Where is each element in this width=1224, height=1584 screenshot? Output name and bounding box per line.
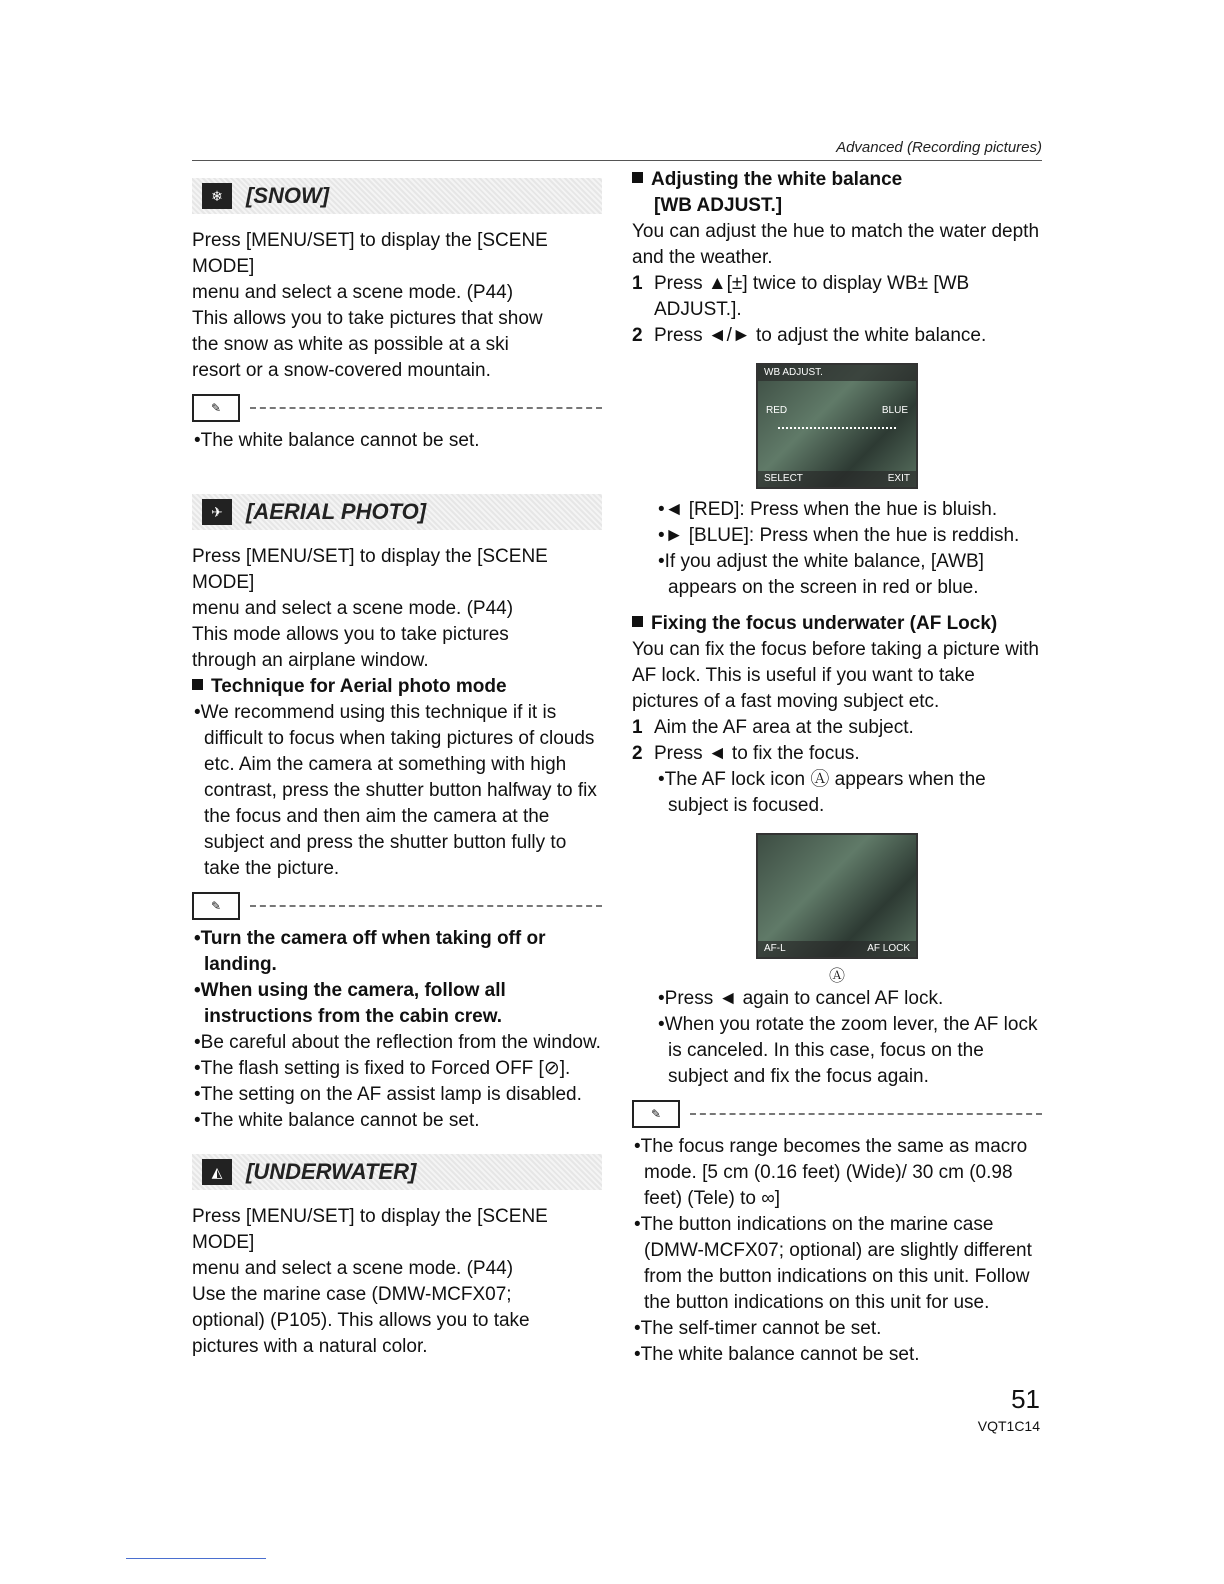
snow-line: resort or a snow-covered mountain.	[192, 360, 491, 381]
aerial-note: •The flash setting is fixed to Forced OFF [⊘].	[194, 1058, 571, 1079]
underwater-line: pictures with a natural color.	[192, 1336, 428, 1357]
snow-line: menu and select a scene mode. (P44)	[192, 282, 514, 303]
underwater-line: Press [MENU/SET] to display the [SCENE MODE]	[192, 1206, 548, 1253]
af-step: 2 Press ◄ to fix the focus.	[632, 743, 860, 764]
af-heading: Fixing the focus underwater (AF Lock)	[632, 611, 1042, 637]
airplane-mode-icon: ✈	[202, 499, 232, 525]
technique-heading: Technique for Aerial photo mode	[192, 674, 602, 700]
wb-bullet: •► [BLUE]: Press when the hue is reddish.	[658, 525, 1020, 546]
wb-step: 1 Press ▲[±] twice to display WB± [WB ADJUST.].	[632, 273, 970, 320]
af-bullet: •When you rotate the zoom lever, the AF lock is canceled. In this case, focus on the subject and fix the focus again.	[658, 1014, 1038, 1087]
wb-screen-title: WB ADJUST.	[758, 365, 916, 381]
af-callout: Ⓐ	[828, 968, 845, 985]
af-step: 1 Aim the AF area at the subject.	[632, 717, 914, 738]
fish-mode-icon: ◭	[202, 1159, 232, 1185]
af-note: •The focus range becomes the same as macro mode. [5 cm (0.16 feet) (Wide)/ 30 cm (0.98 feet) (Tele) to ∞]	[634, 1136, 1028, 1209]
underwater-line: menu and select a scene mode. (P44)	[192, 1258, 514, 1279]
note-icon: ✎	[192, 892, 240, 920]
wb-screen-select: SELECT	[764, 473, 803, 484]
aerial-note: •The white balance cannot be set.	[194, 1110, 480, 1131]
snow-line: Press [MENU/SET] to display the [SCENE MODE]	[192, 230, 548, 277]
note-divider	[632, 1100, 1042, 1128]
af-screen-afl: AF-L	[764, 943, 786, 954]
aerial-line: through an airplane window.	[192, 650, 429, 671]
wb-screen-exit: EXIT	[887, 473, 910, 484]
af-note: •The white balance cannot be set.	[634, 1344, 920, 1365]
footer-rule	[126, 1558, 266, 1559]
af-note: •The button indications on the marine case (DMW-MCFX07; optional) are slightly different from the button indications on this unit. Follow the button indications on this unit for use.	[634, 1214, 1032, 1313]
aerial-title: [AERIAL PHOTO]	[246, 499, 427, 524]
note-divider	[192, 892, 602, 920]
wb-heading-2: [WB ADJUST.]	[654, 195, 783, 216]
af-note: •The self-timer cannot be set.	[634, 1318, 882, 1339]
note-icon: ✎	[632, 1100, 680, 1128]
af-lock-screen	[756, 833, 918, 959]
wb-screen-blue: BLUE	[881, 405, 908, 416]
right-column	[632, 167, 1042, 1368]
underwater-title-bar	[192, 1154, 602, 1190]
aerial-line: menu and select a scene mode. (P44)	[192, 598, 514, 619]
snow-mode-icon: ❄	[202, 183, 232, 209]
header-rule	[192, 160, 1042, 161]
left-column	[192, 178, 602, 1360]
af-step-note: •The AF lock icon Ⓐ appears when the subject is focused.	[658, 769, 986, 816]
snow-note: •The white balance cannot be set.	[194, 430, 480, 451]
wb-intro: You can adjust the hue to match the water depth and the weather.	[632, 221, 1040, 268]
underwater-title: [UNDERWATER]	[246, 1159, 417, 1184]
wb-bullet: •If you adjust the white balance, [AWB] appears on the screen in red or blue.	[658, 551, 984, 598]
note-divider	[192, 394, 602, 422]
aerial-line: Press [MENU/SET] to display the [SCENE MODE]	[192, 546, 548, 593]
wb-bullet: •◄ [RED]: Press when the hue is bluish.	[658, 499, 998, 520]
snow-title-bar	[192, 178, 602, 214]
model-code: VQT1C14	[977, 1418, 1040, 1434]
wb-scale	[778, 427, 896, 429]
page-number: 51	[1011, 1384, 1040, 1414]
wb-adjust-screen	[756, 363, 918, 489]
snow-line: the snow as white as possible at a ski	[192, 334, 509, 355]
aerial-title-bar	[192, 494, 602, 530]
aerial-note: •Be careful about the reflection from the window.	[194, 1032, 601, 1053]
af-bullet: •Press ◄ again to cancel AF lock.	[658, 988, 944, 1009]
wb-heading: Adjusting the white balance	[632, 167, 1042, 193]
aerial-note-bold: •When using the camera, follow all instructions from the cabin crew.	[194, 980, 506, 1027]
section-label: Advanced (Recording pictures)	[836, 139, 1042, 156]
aerial-note-bold: •Turn the camera off when taking off or landing.	[194, 928, 546, 975]
aerial-line: This mode allows you to take pictures	[192, 624, 509, 645]
underwater-line: Use the marine case (DMW-MCFX07;	[192, 1284, 512, 1305]
af-screen-aflock: AF LOCK	[867, 943, 910, 954]
underwater-line: optional) (P105). This allows you to take	[192, 1310, 530, 1331]
wb-screen-red: RED	[766, 405, 788, 416]
note-icon: ✎	[192, 394, 240, 422]
snow-title: [SNOW]	[246, 183, 330, 208]
af-intro: You can fix the focus before taking a picture with AF lock. This is useful if you want to take pictures of a fast moving subject etc.	[632, 639, 1039, 712]
snow-line: This allows you to take pictures that show	[192, 308, 543, 329]
aerial-note: •The setting on the AF assist lamp is disabled.	[194, 1084, 582, 1105]
wb-step: 2 Press ◄/► to adjust the white balance.	[632, 325, 987, 346]
technique-text: •We recommend using this technique if it is difficult to focus when taking pictures of clouds etc. Aim the camera at something with high contrast, press the shutter button halfway to fix the focus and then aim the camera at the subject and press the shutter button fully to take the picture.	[194, 702, 597, 879]
